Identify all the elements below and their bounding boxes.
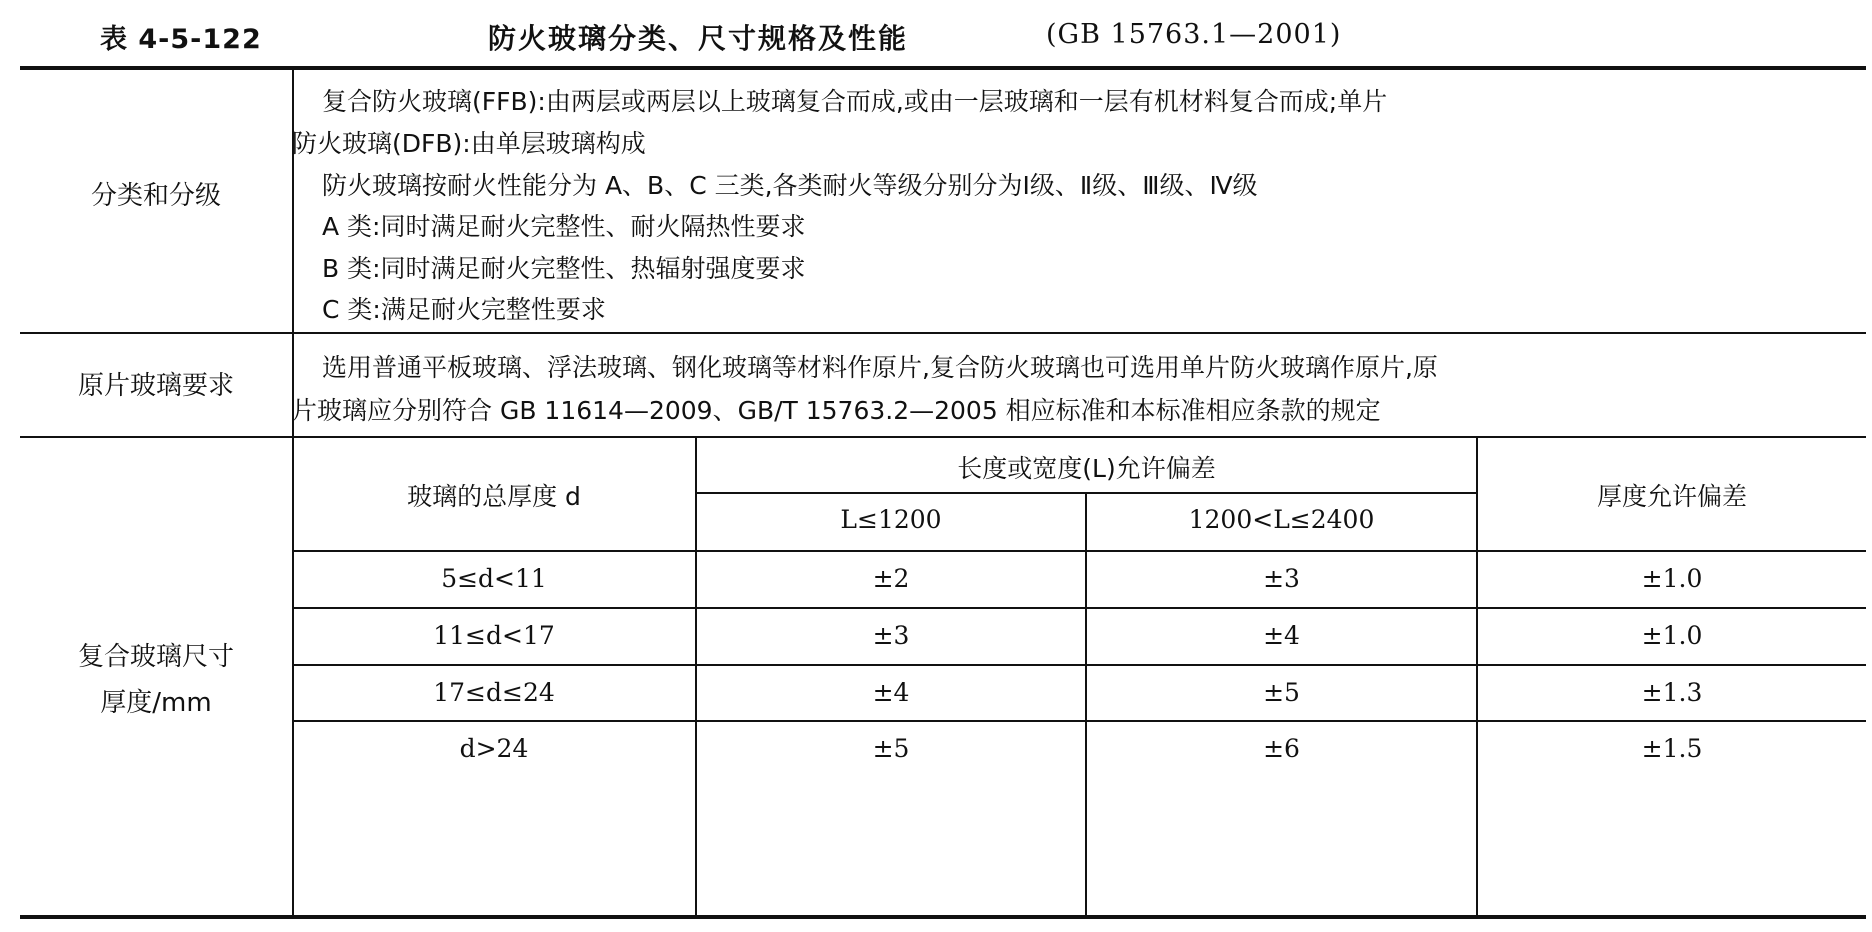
label-original-glass: 原片玻璃要求 [77,371,234,401]
label-dimensions-line2: 厚度/mm [100,688,212,718]
table-top-rule [20,66,1866,70]
row-d: 17≤d≤24 [433,678,555,707]
table-title: 防火玻璃分类、尺寸规格及性能 [488,22,909,55]
row-l1: ±3 [872,621,910,650]
table-standard: (GB 15763.1—2001) [1046,19,1342,50]
row-l2: ±5 [1263,678,1300,707]
header-thickness-tolerance: 厚度允许偏差 [1596,482,1747,511]
label-classification: 分类和分级 [90,181,221,211]
row-l1: ±2 [872,564,910,593]
inner-row-divider [695,492,1476,494]
section-divider [20,332,1866,334]
header-l-le-1200: L≤1200 [840,505,942,534]
original-glass-line: 片玻璃应分别符合 GB 11614—2009、GB/T 15763.2—2005 相应标准和本标准相应条款的规定 [292,396,1381,425]
inner-row-divider [293,664,1866,666]
row-l1: ±5 [872,734,910,763]
table-number: 表 4-5-122 [100,24,262,55]
inner-row-divider [293,550,1866,552]
original-glass-line: 选用普通平板玻璃、浮法玻璃、钢化玻璃等材料作原片,复合防火玻璃也可选用单片防火玻璃作原片,原 [322,353,1438,382]
header-length-width: 长度或宽度(L)允许偏差 [957,454,1216,483]
row-d: d>24 [459,734,529,763]
row-t: ±1.3 [1641,678,1703,707]
classification-line: C 类:满足耐火完整性要求 [322,295,606,324]
classification-line: B 类:同时满足耐火完整性、热辐射强度要求 [322,254,806,283]
inner-row-divider [293,607,1866,609]
row-l2: ±4 [1263,621,1300,650]
classification-line: A 类:同时满足耐火完整性、耐火隔热性要求 [322,212,806,241]
header-l-1200-2400: 1200<L≤2400 [1188,505,1375,534]
classification-line: 防火玻璃(DFB):由单层玻璃构成 [292,129,646,158]
row-t: ±1.0 [1641,621,1703,650]
section-divider [20,436,1866,438]
row-l1: ±4 [872,678,910,707]
header-total-thickness: 玻璃的总厚度 d [407,482,581,511]
table-caption [0,0,1872,70]
classification-line: 防火玻璃按耐火性能分为 A、B、C 三类,各类耐火等级分别分为Ⅰ级、Ⅱ级、Ⅲ级、Ⅳ级 [322,171,1258,200]
row-d: 5≤d<11 [441,564,547,593]
row-l2: ±6 [1263,734,1300,763]
row-d: 11≤d<17 [433,621,555,650]
row-t: ±1.5 [1641,734,1703,763]
inner-row-divider [293,720,1866,722]
classification-line: 复合防火玻璃(FFB):由两层或两层以上玻璃复合而成,或由一层玻璃和一层有机材料复合而成;单片 [322,87,1388,116]
row-l2: ±3 [1263,564,1300,593]
row-t: ±1.0 [1641,564,1703,593]
label-dimensions-line1: 复合玻璃尺寸 [77,642,234,672]
table-bottom-rule [20,915,1866,919]
